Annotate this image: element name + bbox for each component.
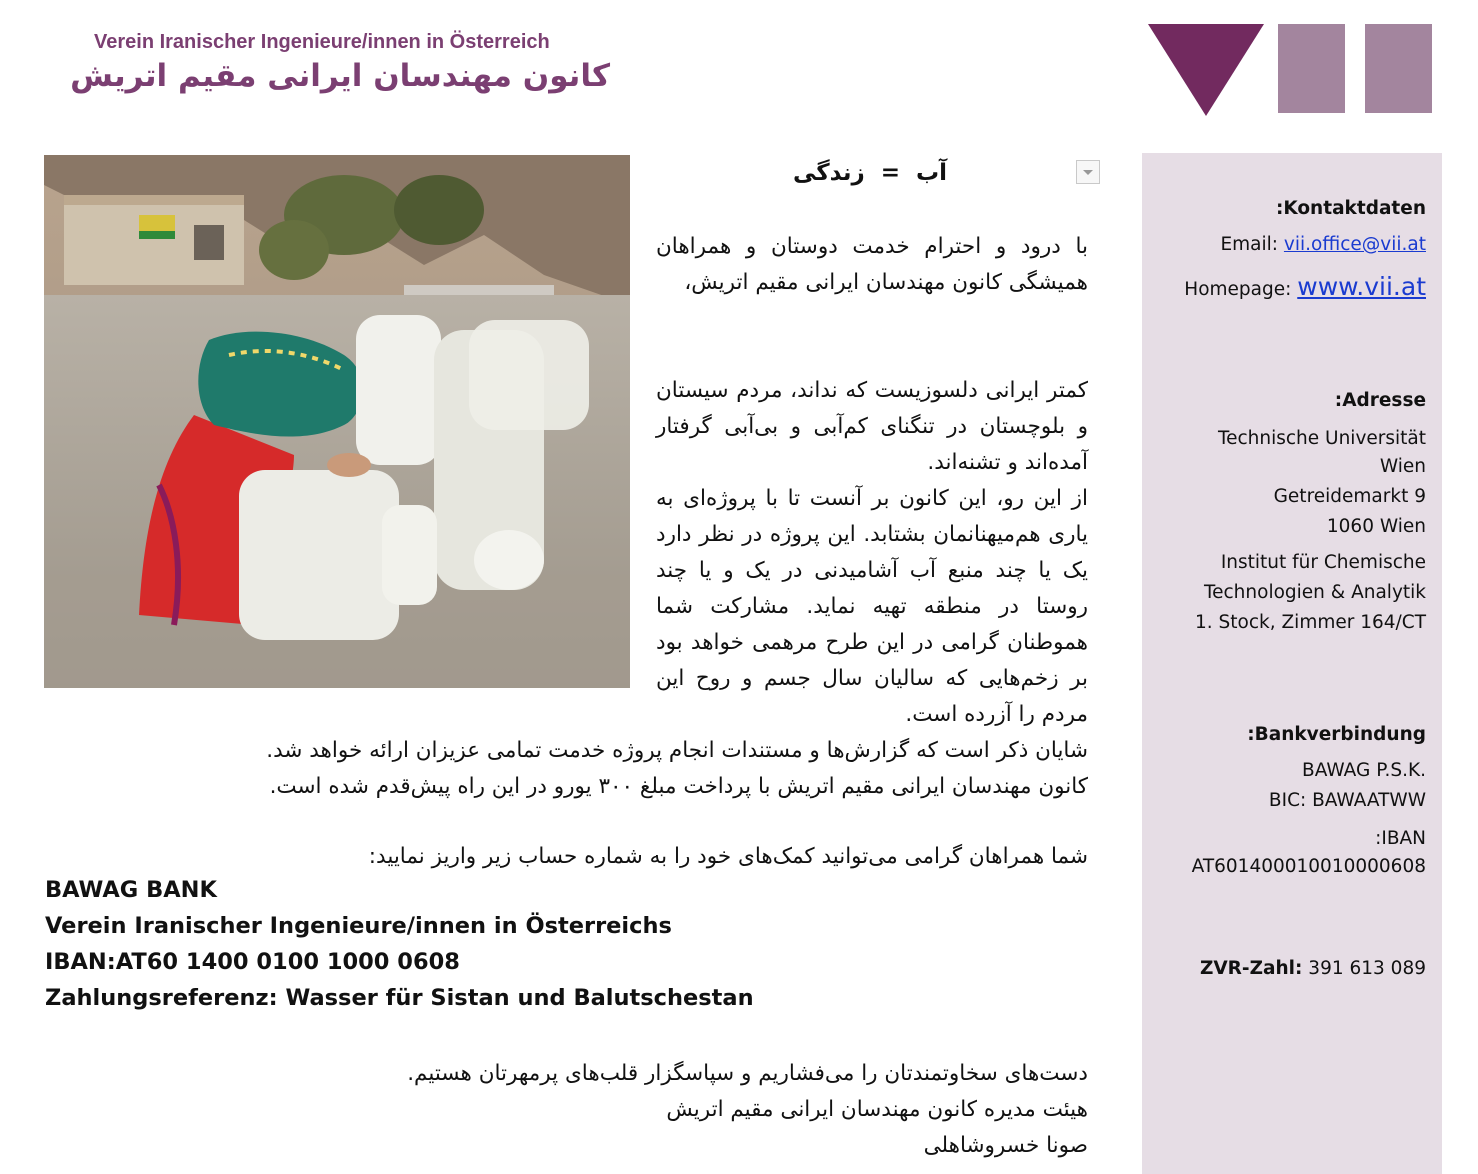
institute-line-2: Technologien & Analytik xyxy=(1203,582,1426,603)
homepage-row xyxy=(1184,272,1426,305)
logo-square-2 xyxy=(1365,24,1432,113)
institute-line-3: 1. Stock, Zimmer 164/CT xyxy=(1195,612,1426,633)
iban-value: AT601400010010000608 xyxy=(1191,856,1426,877)
chevron-down-icon xyxy=(1077,161,1099,183)
email-label: Email: xyxy=(1220,234,1284,255)
org-name-german: Verein Iranischer Ingenieure/innen in Österreich xyxy=(94,31,550,53)
institute-line-1: Institut für Chemische xyxy=(1220,552,1426,573)
paragraph-3-line-2: کانون مهندسان ایرانی مقیم اتریش با پرداخت مبلغ ۳۰۰ یورو در این راه پیش‌قدم شده است. xyxy=(269,774,1088,799)
logo-triangle xyxy=(1148,24,1264,116)
paragraph-1: کمتر ایرانی دلسوزیست که نداند، مردم سیستان و بلوچستان در تنگنای کم‌آبی و بی‌آبی گرفتار آمده‌اند و تشنه‌اند. xyxy=(656,378,1088,475)
bank-line-2: BIC: BAWAATWW xyxy=(1268,790,1426,811)
title-equals: = xyxy=(880,160,901,186)
address-line-4: 1060 Wien xyxy=(1326,516,1426,537)
iban-label: :IBAN xyxy=(1375,828,1426,849)
photo-girl-with-water-canisters xyxy=(44,155,630,688)
closing-line-2: هیئت مدیره کانون مهندسان ایرانی مقیم اتریش xyxy=(666,1097,1088,1122)
signature-name: صونا خسروشاهلی xyxy=(923,1133,1088,1158)
address-heading: :Adresse xyxy=(1334,390,1426,411)
contact-heading: :Kontaktdaten xyxy=(1275,198,1426,219)
account-holder: Verein Iranischer Ingenieure/innen in Österreichs xyxy=(45,913,672,939)
paragraph-2: از این رو، این کانون بر آنست تا با پروژه‌ای به یاری هم‌میهنانمان بشتابد. این پروژه در نظر دارد یک یا چند منبع آب آشامیدنی در یک و یا چند روستا در منطقه تهیه نماید. مشارکت شما هموطنان گرامی در این طرح مرهمی خواهد بود بر زخم‌هایی که سالیان سال جسم و روح این مردم را آزرده است. xyxy=(656,486,1088,727)
bank-line-1: BAWAG P.S.K. xyxy=(1302,760,1426,781)
homepage-link[interactable]: www.vii.at xyxy=(1297,272,1426,301)
greeting-paragraph: با درود و احترام خدمت دوستان و همراهان همیشگی کانون مهندسان ایرانی مقیم اتریش، xyxy=(656,234,1088,295)
org-name-persian: کانون مهندسان ایرانی مقیم اتریش xyxy=(70,58,610,94)
title-right: زندگی xyxy=(792,160,865,186)
bank-details-block xyxy=(45,872,945,1016)
email-row xyxy=(1220,230,1426,260)
bank-heading: :Bankverbindung xyxy=(1247,724,1426,745)
closing-line-1: دست‌های سخاوتمندتان را می‌فشاریم و سپاسگزار قلب‌های پرمهرتان هستیم. xyxy=(407,1061,1088,1086)
bank-name: BAWAG BANK xyxy=(45,877,217,903)
collapse-button[interactable] xyxy=(1076,160,1100,184)
email-link[interactable]: vii.office@vii.at xyxy=(1283,234,1426,255)
zvr-row xyxy=(1200,954,1426,984)
address-line-2: Wien xyxy=(1379,456,1426,477)
sidebar xyxy=(1142,153,1442,1174)
address-line-3: Getreidemarkt 9 xyxy=(1273,486,1426,507)
logo-square-1 xyxy=(1278,24,1345,113)
donate-instruction: شما همراهان گرامی می‌توانید کمک‌های خود را به شماره حساب زیر واریز نمایید: xyxy=(368,844,1088,869)
address-line-1: Technische Universität xyxy=(1217,428,1426,449)
article-title xyxy=(640,160,1100,186)
title-left: آب xyxy=(916,160,948,186)
zvr-label: ZVR-Zahl: xyxy=(1199,958,1303,979)
vii-logo xyxy=(1148,22,1434,118)
homepage-label: Homepage: xyxy=(1184,279,1298,300)
payment-reference: Zahlungsreferenz: Wasser für Sistan und Balutschestan xyxy=(45,985,754,1011)
iban: IBAN:AT60 1400 0100 1000 0608 xyxy=(45,949,460,975)
zvr-value: 391 613 089 xyxy=(1302,958,1426,979)
paragraph-3-line-1: شایان ذکر است که گزارش‌ها و مستندات انجام پروژه خدمت تمامی عزیزان ارائه خواهد شد. xyxy=(266,738,1088,763)
